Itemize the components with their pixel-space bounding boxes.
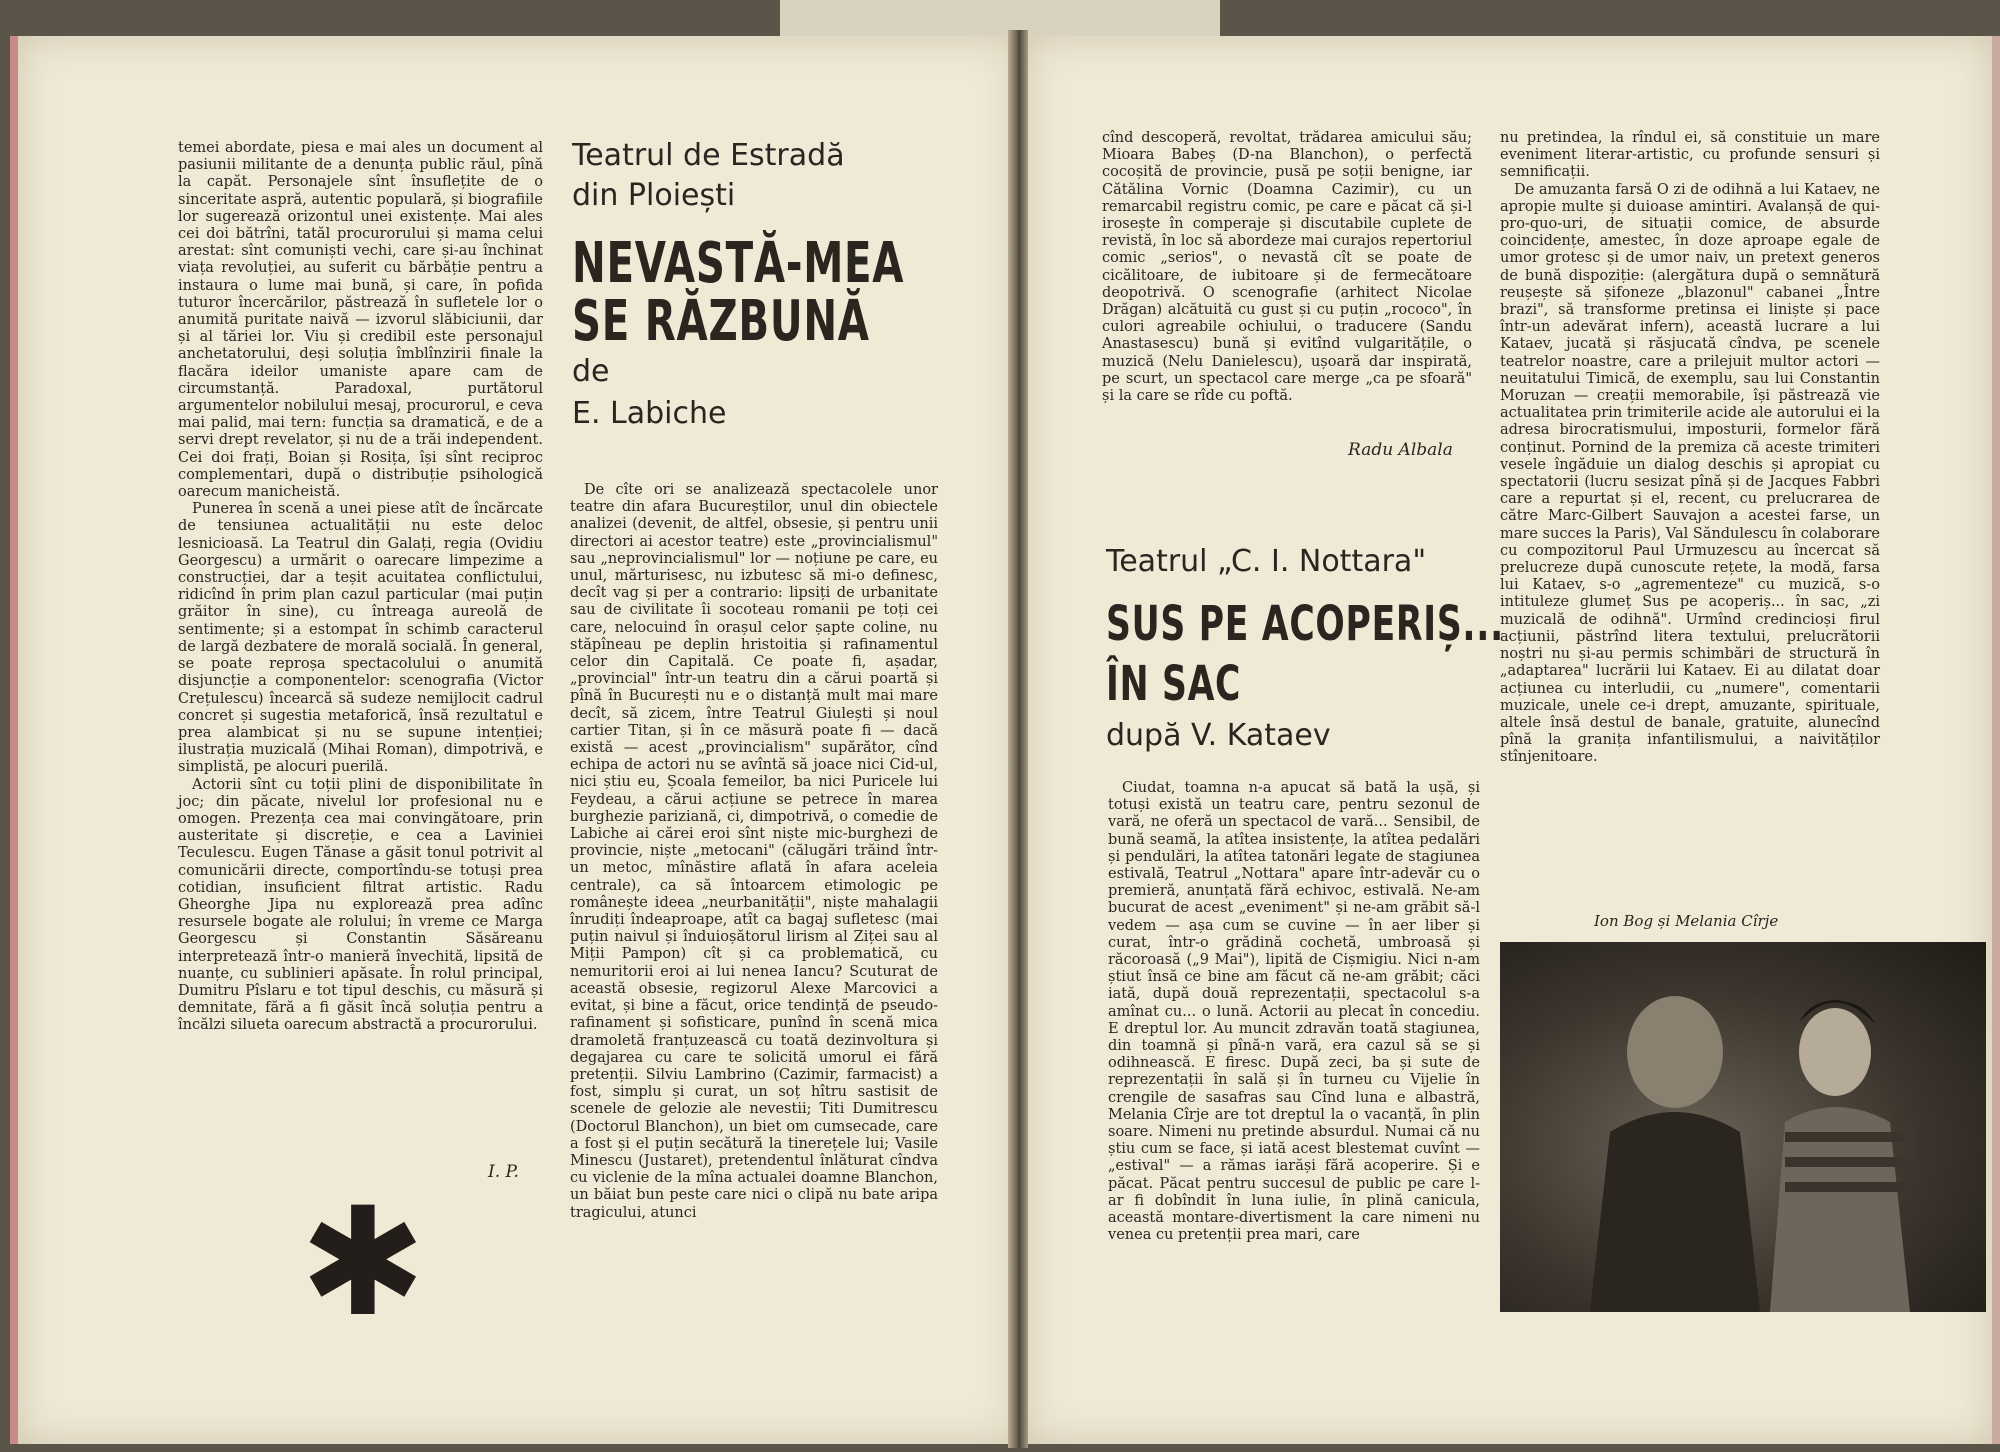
paragraph: Actorii sînt cu toții plini de disponibilitate în joc; din păcate, nivelul lor profesional nu e omogen. Prezența cea mai convingătoare, prin austeritate și discreție, e cea a Laviniei Teculescu. Eugen Tănase a găsit tonul potrivit al comunicării directe, comportîndu-se totuși prea cotidian, insuficient filtrat artistic. Radu Gheorghe Jipa nu explorează prea adînc resursele bogate ale rolului; în vreme ce Marga Georgescu și Constantin Săsăreanu interpretează într-o manieră învechită, lipsită de nuanțe, cu sublinieri apăsate. În rolul principal, Dumitru Pîslaru e tot tipul deschis, cu măsură și demnitate, fără a fi găsit încă soluția pentru a încălzi silueta oarecum abstractă a procurorului. <box>178 776 543 1034</box>
signature-ip: I. P. <box>488 1162 519 1182</box>
paragraph: cînd descoperă, revoltat, trădarea amicului său; Mioara Babeș (D-na Blanchon), o perfectă cocoșită de provincie, pusă pe soții benigne, iar Cătălina Vornic (Doamna Cazimir), cu un remarcabil registru comic, pe care e păcat că și-l irosește în comperaje și discutabile cuplete de revistă, în loc să abordeze mai curajos repertoriul comic „serios", o nevastă cît se poate de cicălitoare, de iubitoare și de fermecătoare deopotrivă. O scenografie (arhitect Nicolae Drăgan) alcătuită cu gust și cu puțin „rococo", în culori agreabile ochiului, o traducere (Sandu Anastasescu) bună și evitînd vulgaritățile, o muzică (Nelu Danielescu), ușoară dar inspirată, pe scurt, un spectacol care merge „ca pe sfoară" și la care se rîde cu poftă. <box>1102 130 1472 405</box>
article-column-2 <box>570 482 938 1222</box>
book-gutter <box>1008 30 1028 1448</box>
article-column-1 <box>178 140 543 1035</box>
play-title-line2: SE RĂZBUNĂ <box>572 289 870 354</box>
article-column-3 <box>1102 130 1472 405</box>
paragraph: De cîte ori se analizează spectacolele unor teatre din afara Bucureștilor, unul din obiectele analizei (devenit, de altfel, obsesie, și pentru unii directori ai acestor teatre) este „provincialismul" sau „neprovincialismul" lor — noțiune pe care, eu unul, mărturisesc, nu izbutesc să mi-o definesc, decît vag și per a contrario: lipsiți de urbanitate sau de civilitate îi socoteau romanii pe toți cei care, nelocuind în orașul celor șapte coline, nu stăpîneau pe deplin hristoitia și rafinamentul celor din Capitală. Ce poate fi, așadar, „provincial" într-un teatru din a cărui poartă și pînă în București nu e o distanță mult mai mare decît, să zicem, între Teatrul Giulești și noul cartier Titan, și în ce măsură poate fi — dacă există — acest „provincialism" supărător, cînd echipa de actori nu se avîntă să joace nici Cid-ul, nici știu eu, Școala femeilor, ba nici Puricele lui Feydeau, a cărui acțiune se petrece în marea burghezie pariziană, ci, dimpotrivă, o comedie de Labiche ai cărei eroi sînt niște mic-burghezi de provincie, niște „metocani" (călugări trăind într-un metoc, mînăstire aflată în afara aceleia centrale), ca să întoarcem etimologic pe românește ideea „neurbanității", niște mahalagii înrudiți îndeaproape, atît ca bagaj sufletesc (mai puțin naivul și înduioșătorul lirism al Ziței sau al Miții Pampon) cît și ca problematică, cu nemuritorii eroi ai lui nenea Iancu? Scuturat de această obsesie, regizorul Alexe Marcovici a evitat, și bine a făcut, orice tendință de pseudo-rafinament și sofisticare, punînd în scenă mica dramoletă franțuzească cu toată dezinvoltura și degajarea cu care te solicită umorul ei fără pretenții. Silviu Lambrino (Cazimir, farmacist) a fost, simplu și curat, un soț hîtru sastisit de scenele de gelozie ale nevestii; Titi Dumitrescu (Doctorul Blanchon), un biet om cumsecade, care a fost și el puțin secătură la tinerețele lui; Vasile Minescu (Justaret), pretendentul înlăturat cîndva cu viclenie de la mîna actualei doamne Blanchon, un băiat bun peste care nici o clipă nu bate aripa tragicului, atunci <box>570 482 938 1221</box>
asterisk-ornament: ✱ <box>300 1176 426 1350</box>
paragraph: nu pretindea, la rîndul ei, să constituie un mare eveniment literar-artistic, cu profunde sensuri și semnificații. <box>1500 130 1880 181</box>
paragraph: temei abordate, piesa e mai ales un document al pasiunii militante de a denunța public răul, pînă la capăt. Personajele sînt însuflețite de o sinceritate aspră, autentic populară, și biografiile lor sugerează orizontul unei existențe. Mai ales cei doi bătrîni, tatăl procurorului și mama celui arestat: sînt comuniști vechi, care și-au închinat viața revoluției, au suferit cu bărbăție pentru a instaura o lume mai bună, și care, în pofida tuturor încercărilor, păstrează în sufletele lor o anumită puritate naivă — izvorul slăbiciunii, dar și al tăriei lor. Viu și credibil este personajul anchetatorului, deși soluția îmblînzirii finale la flacăra ideilor umaniste apare cam de circumstanță. Paradoxal, purtătorul argumentelor nobilului mesaj, procurorul, e ceva mai palid, mai tern: funcția sa dramatică, e de a servi drept revelator, și nu de a trăi independent. Cei doi frați, Boian și Rosița, își sînt reciproc complementari, după o distribuție psihologică oarecum manicheistă. <box>178 140 543 501</box>
signature-radu-albala: Radu Albala <box>1348 440 1453 460</box>
play2-title-line1: SUS PE ACOPERIȘ... <box>1106 596 1504 652</box>
photo-figures-illustration <box>1500 942 1986 1312</box>
article-column-3b <box>1108 780 1480 1244</box>
byline-de: de <box>572 354 610 389</box>
theatre-name: Teatrul de Estradă <box>572 138 845 173</box>
play2-title-line2: ÎN SAC <box>1106 656 1242 712</box>
paragraph: De amuzanta farsă O zi de odihnă a lui Kataev, ne apropie multe și duioase amintiri. Avalanșă de qui-pro-quo-uri, de situații comice, de absurde coincidențe, amestec, în doze aproape egale de umor grotesc și de umor naiv, un pretext generos de bună dispoziție: (alergătura după o semnătură reușește să șifoneze „blazonul" cabanei „Între brazi", să transforme pretinsa ei liniște și pace într-un adevărat infern), această lucrare a lui Kataev, jucată și răsjucată cîndva, pe scenele teatrelor noastre, care a prilejuit multor actori — neuitatului Timică, de exemplu, sau lui Constantin Moruzan — creații memorabile, își păstrează vie actualitatea prin trimiterile acide ale autorului ei la adresa birocratismului, imposturii, formelor fără conținut. Pornind de la premiza că aceste trimiteri vesele îngăduie un dialog deschis și apropiat cu spectatorii (lucru sesizat pînă și de Jacques Fabbri care a repurtat și el, recent, cu prelucrarea de către Marc-Gilbert Sauvajon a acestei farse, un mare succes la Paris), Val Săndulescu în colaborare cu compozitorul Paul Urmuzescu au încercat să prelucreze după cunoscute rețete, la modă, farsa lui Kataev, s-o „agrementeze" cu muzică, s-o intituleze glumeț Sus pe acoperiș... în sac, „zi muzicală de odihnă". Urmînd credincioși firul acțiunii, păstrînd litera textului, prelucrătorii noștri nu și-au permis schimbări de structură în „adaptarea" lucrării lui Kataev. Ei au dilatat doar acțiunea cu interludii, cu „numere", comentarii muzicale, unele ce-i drept, amuzante, spirituale, altele însă destul de banale, gratuite, alunecînd pînă la granița infantilismului, a naivităților stînjenitoare. <box>1500 181 1880 766</box>
photo-actors <box>1500 942 1986 1312</box>
theatre-city: din Ploiești <box>572 178 736 213</box>
play2-author: după V. Kataev <box>1106 718 1331 753</box>
theatre2-name: Teatrul „C. I. Nottara" <box>1106 544 1427 579</box>
article-column-4 <box>1500 130 1880 767</box>
paragraph: Punerea în scenă a unei piese atît de încărcate de tensiunea actualității nu este deloc lesnicioasă. La Teatrul din Galați, regia (Ovidiu Georgescu) a urmărit o oarecare limpezime a construcției, dar a teșit acuitatea conflictului, ridicînd în prim plan cazul particular (mai puțin grăitor în sine), cu întreaga aureolă de sentimente; și a estompat în schimb caracterul de largă dezbatere de morală socială. În general, se poate reproșa spectacolului o anumită disjuncție a componentelor: scenografia (Victor Crețulescu) încearcă să sudeze nemijlocit cadrul concret și sugestia metaforică, însă rezultatul e prea alambicat și nu se supune intenției; ilustrația muzicală (Mihai Roman), dimpotrivă, e simplistă, pe alocuri puerilă. <box>178 501 543 776</box>
play-title-line1: NEVASTĂ-MEA <box>572 231 905 296</box>
photo-caption: Ion Bog și Melania Cîrje <box>1594 912 1779 930</box>
play-author: E. Labiche <box>572 396 727 431</box>
paragraph: Ciudat, toamna n-a apucat să bată la ușă, și totuși există un teatru care, pentru sezonul de vară, ne oferă un spectacol de vară... Sensibil, de bună seamă, la atîtea insistențe, la atîtea pedalări și pendulări, la atîtea tatonări legate de stagiunea estivală, Teatrul „Nottara" apare într-adevăr cu o premieră, anunțată fără echivoc, estivală. Ne-am bucurat de acest „eveniment" și ne-am grăbit să-l vedem — așa cum se cuvine — în aer liber și curat, într-o grădină cochetă, umbroasă și răcoroasă („9 Mai"), lipită de Cișmigiu. Nici n-am știut însă ce bine am făcut că ne-am grăbit; căci iată, după două reprezentații, spectacolul s-a amînat cu... o lună. Actorii au plecat în concediu. E dreptul lor. Au muncit zdravăn toată stagiunea, din toamnă și pînă-n vară, era cazul să se și odihnească. E firesc. După zeci, ba și sute de reprezentații în sală și în turneu cu Vijelie în crengile de sasafras sau Cînd luna e albastră, Melania Cîrje are tot dreptul la o vacanță, în plin soare. Nimeni nu pretinde absurdul. Numai că nu știu cum se face, și iată acest blestemat cuvînt — „estival" — a rămas iarăși fără acoperire. Și e păcat. Păcat pentru succesul de public pe care l-ar fi dobîndit în luna iulie, în plină canicula, această montare-divertisment la care nimeni nu venea cu pretenții prea mari, care <box>1108 780 1480 1244</box>
